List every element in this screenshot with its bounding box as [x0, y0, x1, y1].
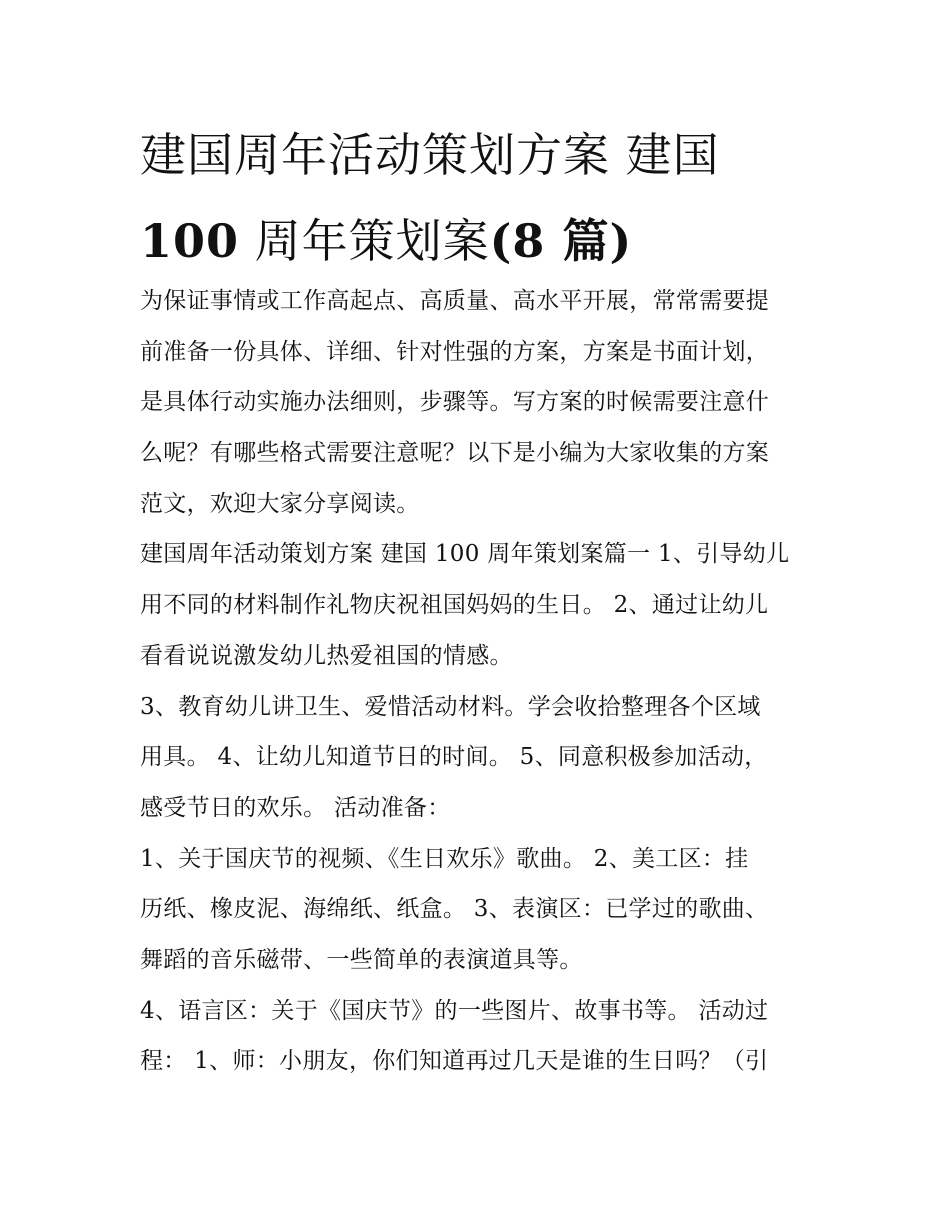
body-line-2: 前准备一份具体、详细、针对性强的方案，方案是书面计划，: [140, 338, 770, 365]
document-title: [140, 112, 820, 284]
body-line-10: 用具。 4、让幼儿知道节日的时间。 5、同意积极参加活动，: [140, 744, 768, 771]
body-line-16: 程： 1、师：小朋友，你们知道再过几天是谁的生日吗？（引: [140, 1048, 769, 1075]
title-part-3: 周年策划案: [239, 214, 490, 268]
title-part-4: (8: [489, 214, 546, 268]
body-line-5: 范文，欢迎大家分享阅读。: [140, 490, 420, 517]
document-body: [140, 276, 820, 1087]
body-line-15: 4、语言区：关于《国庆节》的一些图片、故事书等。 活动过: [140, 997, 769, 1024]
body-line-3: 是具体行动实施办法细则，步骤等。写方案的时候需要注意什: [140, 389, 770, 416]
body-line-4: 么呢？有哪些格式需要注意呢？以下是小编为大家收集的方案: [140, 440, 770, 467]
title-part-2: 100: [140, 214, 240, 268]
body-line-1: 为保证事情或工作高起点、高质量、高水平开展，常常需要提: [140, 288, 770, 314]
body-line-7: 用不同的材料制作礼物庆祝祖国妈妈的生日。 2、通过让幼儿: [140, 592, 769, 619]
title-part-1: 建国周年活动策划方案 建国: [140, 128, 720, 182]
body-line-12: 1、关于国庆节的视频、《生日欢乐》歌曲。 2、美工区：挂: [140, 845, 749, 872]
body-line-8: 看看说说激发幼儿热爱祖国的情感。: [140, 642, 513, 669]
body-line-13: 历纸、橡皮泥、海绵纸、纸盒。 3、表演区：已学过的歌曲、: [140, 896, 769, 923]
body-line-9: 3、教育幼儿讲卫生、爱惜活动材料。学会收拾整理各个区域: [140, 693, 761, 720]
body-line-11: 感受节日的欢乐。 活动准备：: [140, 794, 451, 821]
body-line-6: 建国周年活动策划方案 建国 100 周年策划案篇一 1、引导幼儿: [140, 541, 790, 568]
body-line-14: 舞蹈的音乐磁带、一些简单的表演道具等。: [140, 946, 583, 973]
title-part-5: 篇): [545, 214, 633, 268]
